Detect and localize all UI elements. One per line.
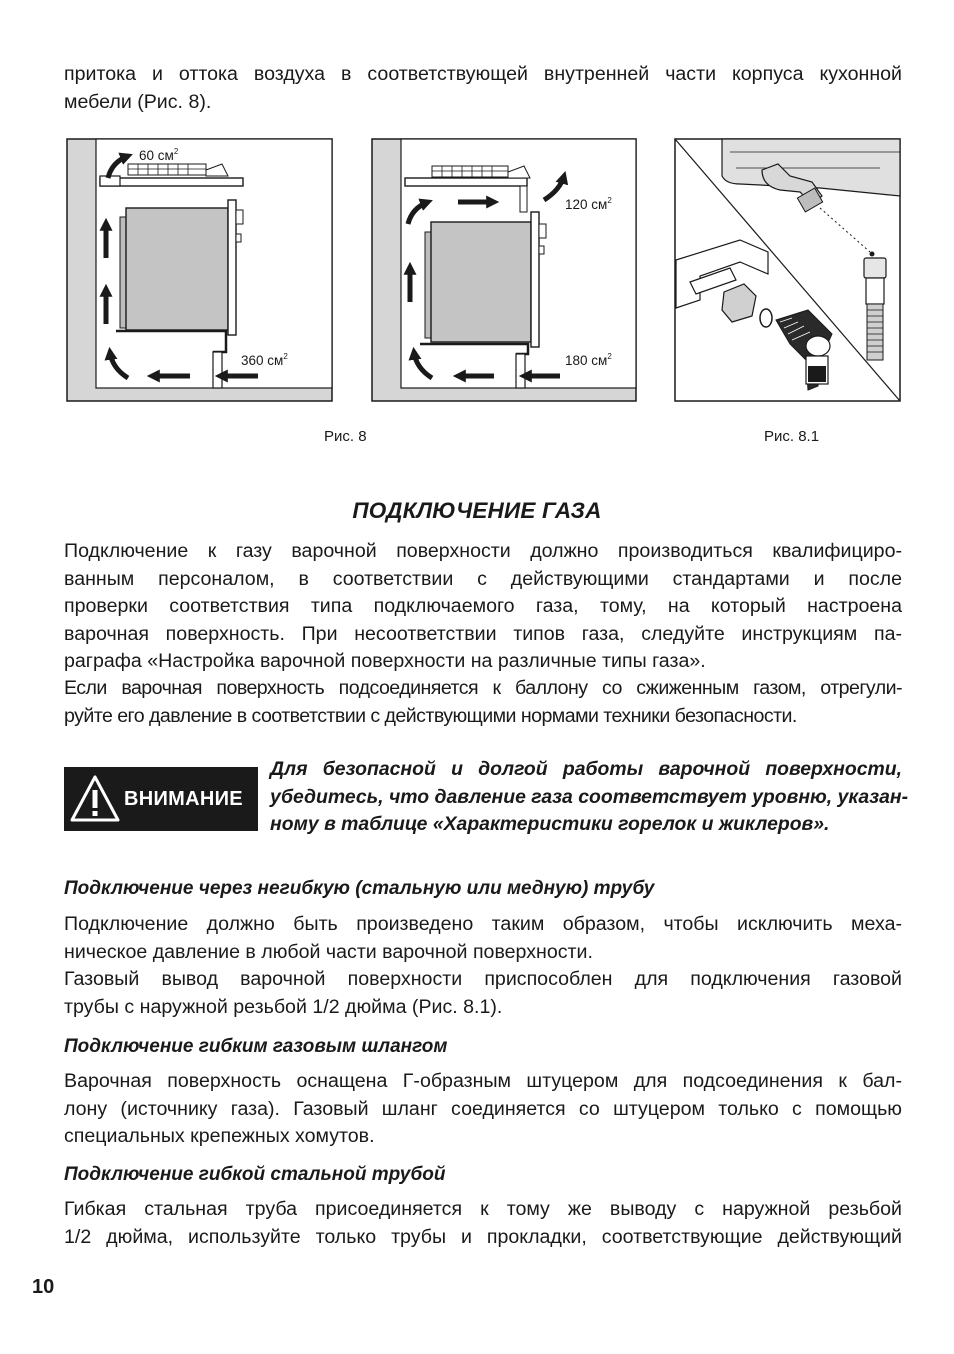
label-360cm2: 360 $см^2$ [241,352,288,368]
text-line: лону (источнику газа). Газовый шланг соединяется со штуцером только с помощью [64,1097,902,1120]
text-line: руйте его давление в соответствии с действующими нормами техники безопасности. [64,704,797,727]
figure-8-1-caption: Рис. 8.1 [764,428,820,445]
text-line: притока и оттока воздуха в соответствующей внутренней части корпуса кухонной [64,63,902,85]
text-line: мебели (Рис. 8). [64,90,212,113]
subsection-title-flexible-steel: Подключение гибкой стальной трубой [64,1164,446,1185]
diagram-right [372,139,636,401]
text-line: ническое давление в любой части варочной поверхности. [64,940,593,963]
warning-badge [64,767,258,831]
text-line: Газовый вывод варочной поверхности приспособлен для подключения газовой [64,968,902,990]
text-line: Подключение должно быть произведено таким образом, чтобы исключить меха- [64,913,902,935]
figure-8-caption: Рис. 8 [324,428,367,445]
section-title: ПОДКЛЮЧЕНИЕ ГАЗА [352,498,602,523]
diagram-left [67,139,332,401]
lpg-paragraph [64,675,902,730]
text-line: Для безопасной и долгой работы варочной поверхности, [270,758,902,780]
text-line: ванным персоналом, в соответствии с действующими стандартами и после [64,567,902,590]
figure-8-ventilation-diagram [60,132,645,410]
rigid-pipe-paragraph-1 [64,911,902,966]
subsection-title-flexible-hose: Подключение гибким газовым шлангом [64,1036,448,1057]
label-180cm2: 180 $см^2$ [565,352,612,368]
figure-8-1-gas-fitting-diagram [672,136,904,406]
label-120cm2: 120 $см^2$ [565,196,612,212]
subsection-title-rigid-pipe: Подключение через негибкую (стальную или медную) трубу [64,878,655,899]
warning-triangle-icon [69,773,121,825]
text-line: специальных крепежных хомутов. [64,1125,375,1147]
text-line: убедитесь, что давление газа соответствует уровню, указан- [270,785,909,808]
label-60cm2: 60 $см^2$ [139,147,179,163]
text-line: трубы с наружной резьбой 1/2 дюйма (Рис. 8.1). [64,995,503,1018]
text-line: ному в таблице «Характеристики горелок и жиклеров». [270,813,830,835]
text-line: Гибкая стальная труба присоединяется к тому же выводу с наружной резьбой [64,1198,902,1220]
page-number: 10 [32,1276,55,1298]
text-line: проверки соответствия типа подключаемого газа, тому, на который настроена [64,595,902,617]
text-line: 1/2 дюйма, используйте только трубы и прокладки, соответствующие действующий [64,1225,902,1248]
text-line: варочная поверхность. При несоответствии типов газа, следуйте инструкциям па- [64,622,902,645]
text-line: Подключение к газу варочной поверхности должно производиться квалифициро- [64,540,902,562]
text-line: раграфа «Настройка варочной поверхности на различные типы газа». [64,650,706,672]
text-line: Варочная поверхность оснащена Г-образным штуцером для подсоединения к бал- [64,1070,902,1092]
warning-label: ВНИМАНИЕ [124,788,243,810]
gas-connection-paragraph [64,538,902,676]
text-line: Если варочная поверхность подсоединяется к баллону со сжиженным газом, отрегули- [64,677,902,699]
warning-text [270,756,909,839]
flexible-hose-paragraph [64,1068,902,1151]
rigid-pipe-paragraph-2 [64,966,902,1021]
flexible-steel-paragraph [64,1196,902,1251]
intro-paragraph [64,61,902,116]
